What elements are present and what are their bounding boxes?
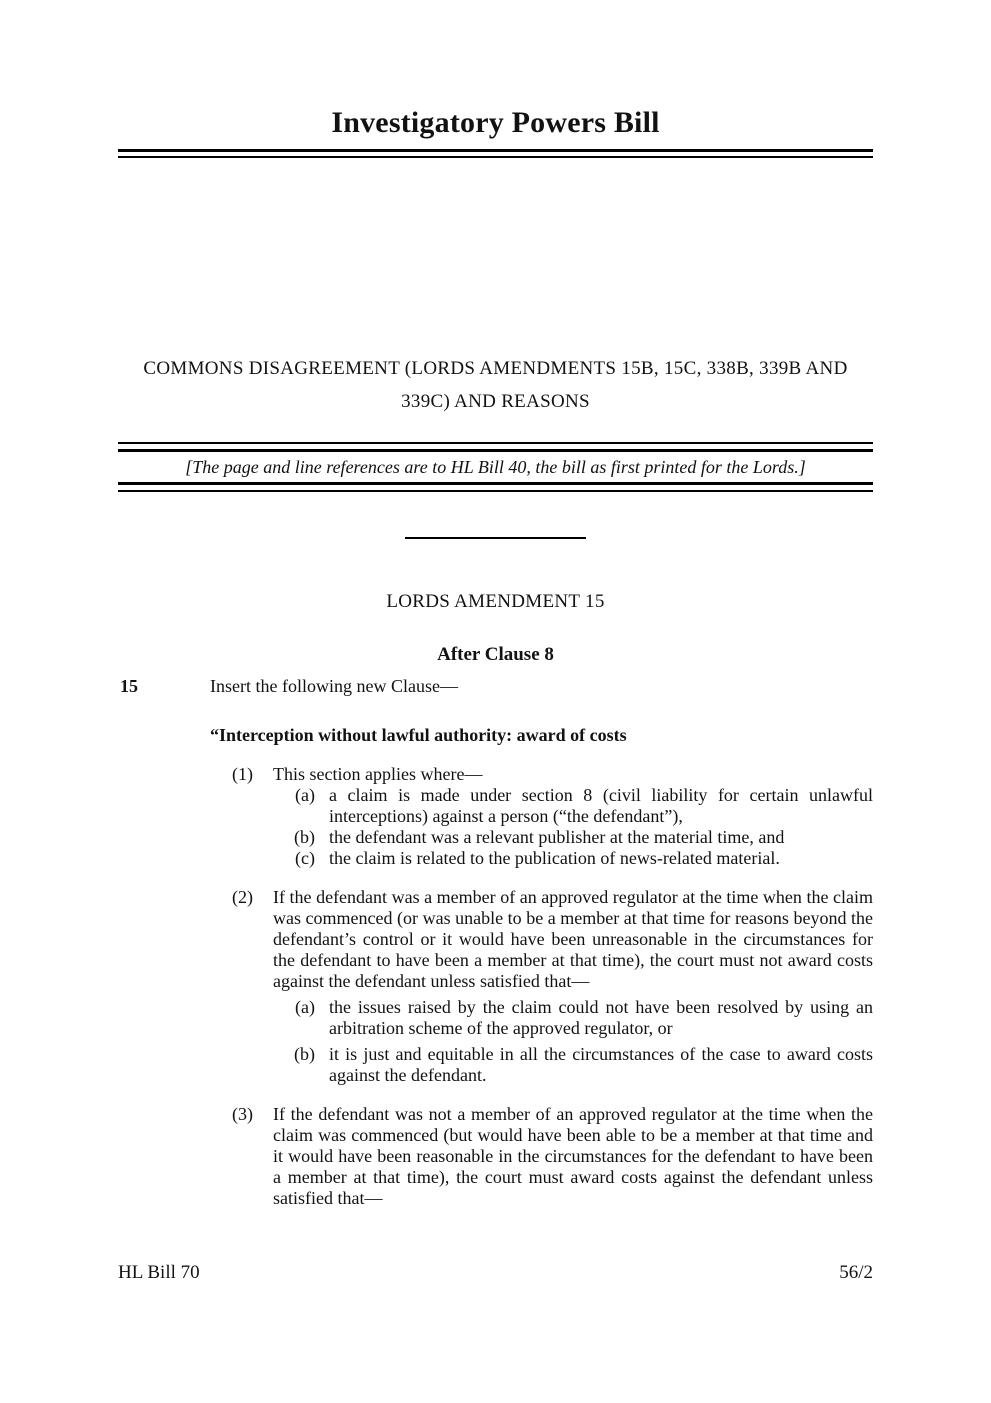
subsection-text: it is just and equitable in all the circumstances of the case to award costs against the defendant. [329, 1044, 873, 1085]
section-number: (1) [232, 764, 253, 784]
subsection-letter: (a) [295, 785, 315, 805]
heading-line-2: 339C) AND REASONS [401, 391, 590, 412]
subsection-letter: (a) [295, 997, 315, 1017]
amendment-group-title: LORDS AMENDMENT 15 [386, 591, 605, 612]
subsection-letter: (b) [294, 827, 315, 847]
section-text: This section applies where— [273, 764, 483, 784]
heading-line-1: COMMONS DISAGREEMENT (LORDS AMENDMENTS 15B, 15C, 338B, 339B AND [143, 358, 848, 379]
subsection-letter: (b) [294, 1044, 315, 1064]
section-text: If the defendant was a member of an approved regulator at the time when the claim was commenced (or was unable to be a member at that time for reasons beyond the defendant’s control or it would have been unreasonable in the circumstances for the defendant to have been a member at that time), the court must not award costs against the defendant unless satisfied that— [273, 887, 873, 991]
subsection-row [118, 997, 873, 1039]
section-number: (2) [232, 887, 253, 907]
subsection-row [118, 848, 873, 869]
footer-bill-number: HL Bill 70 [118, 1262, 200, 1283]
amendment-instruction: Insert the following new Clause— [210, 676, 458, 696]
subsection-row [118, 827, 873, 848]
clause-title: “Interception without lawful authority: award of costs [210, 725, 627, 745]
reference-note-box [118, 442, 873, 492]
subsection-letter: (c) [295, 848, 315, 868]
section-number: (3) [232, 1104, 253, 1124]
title-double-rule [118, 149, 873, 158]
subsection-text: a claim is made under section 8 (civil liability for certain unlawful interceptions) against a person (“the defendant”), [329, 785, 873, 826]
page-footer [118, 1262, 873, 1284]
commons-disagreement-heading [118, 352, 873, 418]
section-row [118, 764, 873, 785]
section-row [118, 1104, 873, 1209]
amendment-row [118, 676, 873, 697]
subsection-text: the defendant was a relevant publisher at the material time, and [329, 827, 785, 847]
section-text: If the defendant was not a member of an approved regulator at the time when the claim was commenced (but would have been able to be a member at that time and it would have been reasonable in the circumstances for the defendant to have been a member at that time), the court must award costs against the defendant unless satisfied that— [273, 1104, 873, 1208]
footer-page-number: 56/2 [839, 1262, 873, 1283]
amendment-body [118, 676, 873, 1209]
amendment-number: 15 [120, 676, 138, 696]
note-rule-top [118, 442, 873, 452]
subsection-row [118, 1044, 873, 1086]
page-title: Investigatory Powers Bill [331, 106, 660, 139]
subsection-row [118, 785, 873, 827]
note-rule-bottom [118, 482, 873, 492]
separator-rule [405, 537, 586, 539]
reference-note: [The page and line references are to HL Bill 40, the bill as first printed for the Lords.] [185, 457, 806, 477]
section-row [118, 887, 873, 992]
place-heading: After Clause 8 [437, 644, 554, 665]
subsection-text: the claim is related to the publication of news-related material. [329, 848, 780, 868]
subsection-text: the issues raised by the claim could not have been resolved by using an arbitration scheme of the approved regulator, or [329, 997, 873, 1038]
